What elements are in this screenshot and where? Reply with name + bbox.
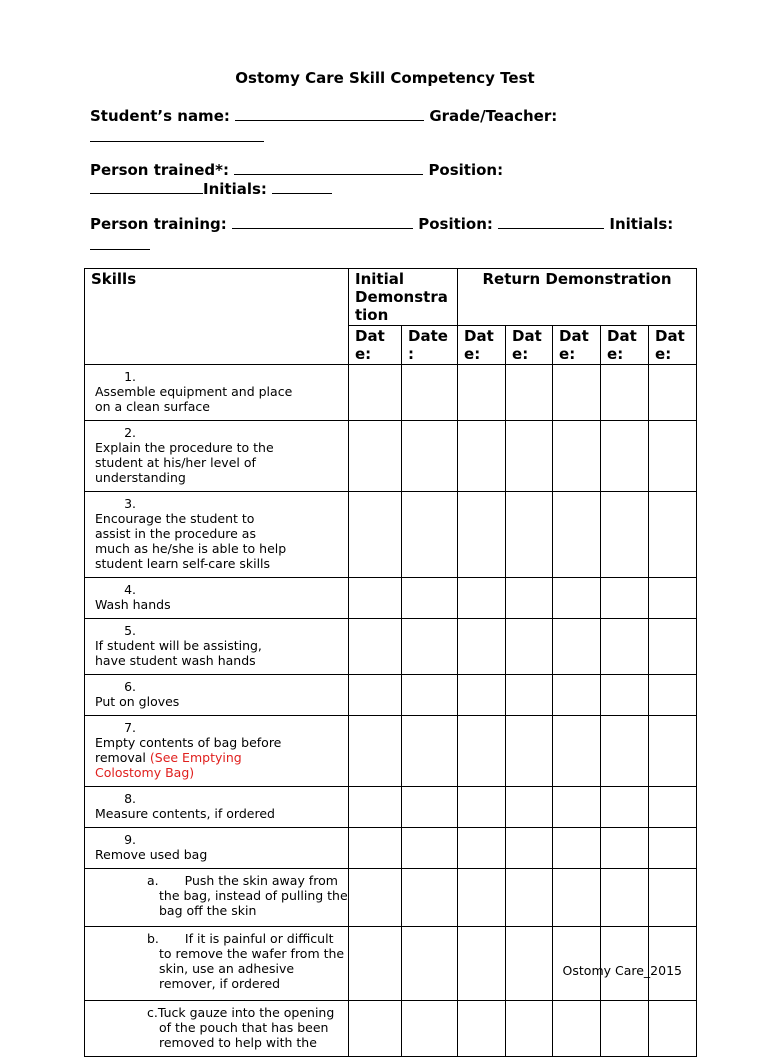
- date-label: Dat e:: [649, 326, 697, 365]
- skill-number: 2.: [124, 425, 136, 440]
- date-entry-cell[interactable]: [649, 716, 697, 787]
- date-entry-cell[interactable]: [349, 365, 402, 421]
- date-entry-cell[interactable]: [402, 492, 458, 578]
- skill-number: 5.: [124, 623, 136, 638]
- date-entry-cell[interactable]: [506, 828, 553, 869]
- date-entry-cell[interactable]: [506, 492, 553, 578]
- skill-cell: [85, 828, 349, 869]
- skill-number: 1.: [124, 369, 136, 384]
- skill-text-main: Measure contents, if ordered: [95, 806, 275, 821]
- skill-text-main: Assemble equipment and place on a clean surface: [95, 384, 293, 414]
- date-entry-cell[interactable]: [458, 619, 506, 675]
- date-entry-cell[interactable]: [349, 421, 402, 492]
- table-row: [85, 787, 697, 828]
- skill-cell: [85, 365, 349, 421]
- date-entry-cell[interactable]: [553, 492, 601, 578]
- date-entry-cell[interactable]: [402, 787, 458, 828]
- skill-text: [85, 806, 293, 821]
- skill-number-inline: a.: [147, 873, 159, 888]
- date-entry-cell[interactable]: [649, 578, 697, 619]
- date-entry-cell[interactable]: [458, 1001, 506, 1057]
- date-label: Dat e:: [553, 326, 601, 365]
- date-entry-cell[interactable]: [349, 1001, 402, 1057]
- date-entry-cell[interactable]: [601, 787, 649, 828]
- initials2-blank[interactable]: [90, 235, 150, 250]
- date-entry-cell[interactable]: [649, 619, 697, 675]
- date-entry-cell[interactable]: [553, 869, 601, 927]
- date-entry-cell[interactable]: [458, 869, 506, 927]
- skill-number: 7.: [124, 720, 136, 735]
- table-row: [85, 1001, 697, 1057]
- person-trained-label: Person trained*:: [90, 161, 229, 179]
- date-entry-cell[interactable]: [553, 578, 601, 619]
- date-entry-cell[interactable]: [458, 787, 506, 828]
- date-label: Date :: [402, 326, 458, 365]
- skill-text: [85, 638, 293, 668]
- date-entry-cell[interactable]: [349, 828, 402, 869]
- date-entry-cell[interactable]: [506, 365, 553, 421]
- date-label: Dat e:: [349, 326, 402, 365]
- position-initials-row: [90, 179, 332, 199]
- skills-header: Skills: [85, 269, 349, 365]
- date-entry-cell[interactable]: [402, 578, 458, 619]
- position-blank[interactable]: [90, 179, 203, 194]
- date-entry-cell[interactable]: [458, 578, 506, 619]
- initials-blank[interactable]: [272, 179, 332, 194]
- date-entry-cell[interactable]: [649, 787, 697, 828]
- date-entry-cell[interactable]: [553, 1001, 601, 1057]
- date-entry-cell[interactable]: [553, 716, 601, 787]
- date-entry-cell[interactable]: [506, 927, 553, 1001]
- student-name-blank[interactable]: [235, 106, 424, 121]
- skill-cell: [85, 675, 349, 716]
- skill-number-inline: c.: [147, 1005, 158, 1020]
- date-entry-cell[interactable]: [649, 421, 697, 492]
- person-trained-row: [90, 160, 503, 180]
- skill-text: [85, 440, 293, 485]
- position2-label: Position:: [418, 215, 493, 233]
- date-entry-cell[interactable]: [649, 828, 697, 869]
- date-entry-cell[interactable]: [349, 927, 402, 1001]
- date-label: Dat e:: [601, 326, 649, 365]
- table-row: [85, 869, 697, 927]
- table-row: [85, 716, 697, 787]
- skill-text: [85, 597, 293, 612]
- date-entry-cell[interactable]: [349, 869, 402, 927]
- date-entry-cell[interactable]: [458, 828, 506, 869]
- skill-text: [85, 735, 293, 780]
- skill-cell: [85, 927, 349, 1001]
- date-entry-cell[interactable]: [349, 787, 402, 828]
- skill-number: 6.: [124, 679, 136, 694]
- date-entry-cell[interactable]: [553, 828, 601, 869]
- student-name-label: Student’s name:: [90, 107, 230, 125]
- date-entry-cell[interactable]: [506, 716, 553, 787]
- skill-text: [147, 873, 349, 918]
- grade-teacher-blank[interactable]: [90, 127, 264, 142]
- table-row: [85, 619, 697, 675]
- date-entry-cell[interactable]: [553, 675, 601, 716]
- date-entry-cell[interactable]: [601, 365, 649, 421]
- skill-text-main: Empty contents of bag before removal: [95, 735, 282, 765]
- initials-label: Initials:: [203, 180, 267, 198]
- date-entry-cell[interactable]: [349, 619, 402, 675]
- date-entry-cell[interactable]: [402, 619, 458, 675]
- date-entry-cell[interactable]: [601, 492, 649, 578]
- date-entry-cell[interactable]: [601, 421, 649, 492]
- position-label: Position:: [428, 161, 504, 179]
- date-entry-cell[interactable]: [649, 869, 697, 927]
- skill-cell: [85, 421, 349, 492]
- skill-number: 3.: [124, 496, 136, 511]
- person-training-label: Person training:: [90, 215, 227, 233]
- skill-cell: [85, 716, 349, 787]
- date-entry-cell[interactable]: [402, 1001, 458, 1057]
- skill-text-main: Push the skin away from the bag, instead of pulling the bag off the skin: [159, 873, 348, 918]
- date-entry-cell[interactable]: [601, 1001, 649, 1057]
- skill-text-main: Tuck gauze into the opening of the pouch that has been removed to help with the: [157, 1005, 335, 1050]
- person-trained-blank[interactable]: [234, 160, 423, 175]
- date-entry-cell[interactable]: [506, 619, 553, 675]
- initial-demo-header: Initial Demonstra tion: [349, 269, 458, 326]
- skill-number: 9.: [124, 832, 136, 847]
- date-entry-cell[interactable]: [458, 421, 506, 492]
- date-entry-cell[interactable]: [458, 927, 506, 1001]
- skill-text-main: Remove used bag: [95, 847, 208, 862]
- date-entry-cell[interactable]: [601, 675, 649, 716]
- position2-blank[interactable]: [498, 214, 604, 229]
- date-entry-cell[interactable]: [458, 492, 506, 578]
- date-entry-cell[interactable]: [506, 869, 553, 927]
- student-name-row: [90, 106, 557, 126]
- date-entry-cell[interactable]: [601, 578, 649, 619]
- date-entry-cell[interactable]: [506, 1001, 553, 1057]
- table-row: [85, 421, 697, 492]
- table-row: [85, 675, 697, 716]
- table-row: [85, 492, 697, 578]
- skill-text: [85, 847, 293, 862]
- date-entry-cell[interactable]: [649, 675, 697, 716]
- table-row: [85, 578, 697, 619]
- initials2-blank-row: [90, 235, 150, 255]
- skill-cell: [85, 492, 349, 578]
- skill-number: 8.: [124, 791, 136, 806]
- date-entry-cell[interactable]: [506, 675, 553, 716]
- table-row: [85, 365, 697, 421]
- skill-text-main: If student will be assisting, have student wash hands: [95, 638, 262, 668]
- skill-text-main: Explain the procedure to the student at his/her level of understanding: [95, 440, 274, 485]
- date-entry-cell[interactable]: [402, 716, 458, 787]
- skills-table: [84, 268, 697, 1057]
- skill-cell: [85, 578, 349, 619]
- date-entry-cell[interactable]: [458, 675, 506, 716]
- date-entry-cell[interactable]: [402, 869, 458, 927]
- skill-text-main: If it is painful or difficult to remove the wafer from the skin, use an adhesive remover, if ordered: [159, 931, 345, 991]
- date-entry-cell[interactable]: [601, 828, 649, 869]
- initials2-label: Initials:: [609, 215, 674, 233]
- date-entry-cell[interactable]: [506, 578, 553, 619]
- date-entry-cell[interactable]: [506, 787, 553, 828]
- date-entry-cell[interactable]: [458, 365, 506, 421]
- date-entry-cell[interactable]: [553, 787, 601, 828]
- date-entry-cell[interactable]: [601, 869, 649, 927]
- footer-text: Ostomy Care_2015: [562, 963, 682, 978]
- date-entry-cell[interactable]: [402, 828, 458, 869]
- skill-cell: [85, 1001, 349, 1057]
- skill-number: 4.: [124, 582, 136, 597]
- date-entry-cell[interactable]: [349, 492, 402, 578]
- date-entry-cell[interactable]: [349, 578, 402, 619]
- skill-rows: [85, 365, 697, 1057]
- person-training-blank[interactable]: [232, 214, 413, 229]
- date-entry-cell[interactable]: [349, 716, 402, 787]
- skill-number-inline: b.: [147, 931, 159, 946]
- skill-cell: [85, 619, 349, 675]
- date-entry-cell[interactable]: [649, 492, 697, 578]
- person-training-row: [90, 214, 673, 234]
- skill-reference-link[interactable]: (See Emptying Colostomy Bag): [95, 750, 242, 780]
- date-entry-cell[interactable]: [349, 675, 402, 716]
- grade-teacher-label: Grade/Teacher:: [429, 107, 558, 125]
- date-entry-cell[interactable]: [553, 619, 601, 675]
- skill-text-main: Encourage the student to assist in the procedure as much as he/she is able to help student learn self-care skills: [95, 511, 287, 571]
- date-entry-cell[interactable]: [458, 716, 506, 787]
- date-entry-cell[interactable]: [506, 421, 553, 492]
- page-title: Ostomy Care Skill Competency Test: [235, 69, 535, 87]
- grade-teacher-blank-row: [90, 127, 264, 147]
- skill-text: [85, 511, 293, 571]
- table-row: [85, 828, 697, 869]
- date-entry-cell[interactable]: [402, 365, 458, 421]
- skill-cell: [85, 869, 349, 927]
- skill-cell: [85, 787, 349, 828]
- skill-text-main: Put on gloves: [95, 694, 180, 709]
- date-entry-cell[interactable]: [601, 716, 649, 787]
- date-entry-cell[interactable]: [601, 619, 649, 675]
- skill-text: [147, 1005, 349, 1050]
- date-entry-cell[interactable]: [553, 365, 601, 421]
- date-label: Dat e:: [506, 326, 553, 365]
- skill-text: [85, 694, 293, 709]
- skill-text: [85, 384, 293, 414]
- date-entry-cell[interactable]: [553, 421, 601, 492]
- date-entry-cell[interactable]: [649, 1001, 697, 1057]
- skill-text: [147, 931, 349, 991]
- date-entry-cell[interactable]: [402, 927, 458, 1001]
- date-entry-cell[interactable]: [402, 675, 458, 716]
- skill-text-main: Wash hands: [95, 597, 171, 612]
- date-entry-cell[interactable]: [402, 421, 458, 492]
- date-entry-cell[interactable]: [649, 365, 697, 421]
- date-label: Dat e:: [458, 326, 506, 365]
- return-demo-header: Return Demonstration: [458, 269, 697, 326]
